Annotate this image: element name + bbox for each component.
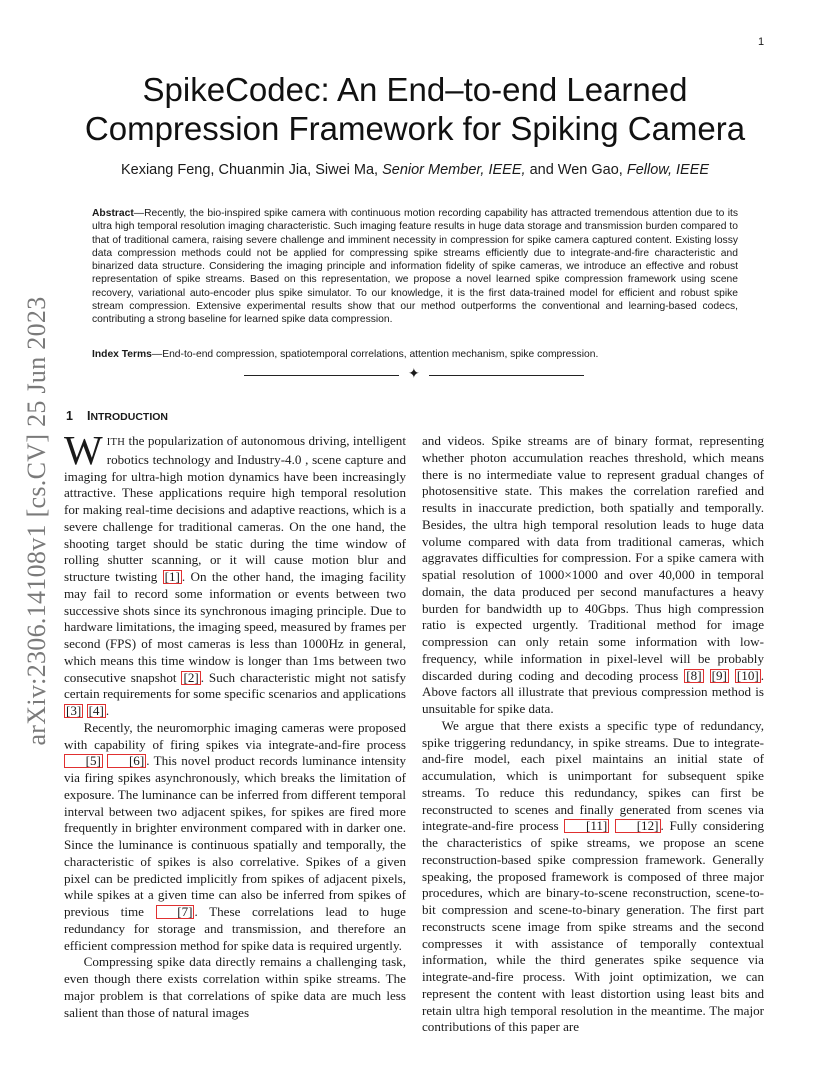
citation-link[interactable]: [5]: [64, 754, 103, 768]
index-terms-label: Index Terms: [92, 349, 152, 360]
index-terms-text: —End-to-end compression, spatiotemporal correlations, attention mechanism, spike compression.: [151, 349, 599, 360]
paragraph-text: . These correlations lead to huge redundancy for storage and transmission, and therefore an efficient compression method for spike data is required urgently.: [64, 904, 406, 953]
paragraph-text: . Above factors all illustrate that previous compression method is unsuitable for spike data.: [422, 667, 765, 716]
citation-link[interactable]: [2]: [183, 669, 199, 685]
paragraph: [64, 720, 406, 955]
divider-line-left: [244, 375, 399, 376]
author-role-1: Senior Member, IEEE,: [382, 162, 526, 178]
page-number: 1: [758, 36, 765, 48]
citation-link[interactable]: [12]: [615, 819, 660, 833]
section-number: 1: [66, 409, 73, 423]
paragraph-text: . This novel product records luminance intensity via firing spikes asynchronously, which breaks the limitation of exposure. The luminance can be inferred from different temporal interval between two adjacent spikes, for spikes are fired more frequently in brighter environment compared with in darker one. Since the luminance is continuous spatially and temporally, the characteristic of spikes is also correlative. Spikes of a given pixel can be predicted implicitly from spikes of adjacent pixels, while spikes at a given time can also be inferred from spikes of previous time: [64, 753, 406, 919]
title-line-2: Compression Framework for Spiking Camera: [84, 110, 746, 147]
left-column: [64, 427, 406, 1021]
citation-link[interactable]: [11]: [564, 819, 609, 833]
section-title-rest: NTRODUCTION: [90, 411, 169, 423]
paragraph-text: and videos. Spike streams are of binary format, representing whether photon accumulation reaches threshold, which means there is no intermediate value to represent gradual changes of photosensitive state. This makes the correlation rarefied and results in inaccurate prediction, both spatially and temporally. Besides, the ultra high temporal resolution leads to huge data volume compared with data from traditional cameras, which aggravates difficulties for compression. For a spike camera with spatial resolution of 1000×1000 and over 40,000 in temporal domain, the data produced per second manufactures a heavy burden for bandwidth up to 40Gbps. Thus high compression ratio is expected urgently. Traditional method for image compression can only retain some information with low-frequency, while information in pixel-level will be probably discarded during coding and decoding process: [422, 433, 764, 683]
abstract: [92, 207, 738, 327]
author-role-2: Fellow, IEEE: [626, 162, 710, 178]
paper-title: [60, 70, 770, 148]
paragraph-text: . On the other hand, the imaging facility may fail to record some information or events between two successive shots since its synchronous imaging principle. Due to hardware limitations, the imaging speed, measured by frames per second (FPS) of most cameras is less than 1000Hz in general, which means this time window is longer than 1ms between two consecutive snapshot: [64, 569, 406, 685]
paragraph-text: the popularization of autonomous driving, intelligent robotics technology and Industry-4.0 , scene capture and imaging for ultra-high motion dynamics have been increasingly attractive. These applications require high temporal resolution for making real-time decisions and adaptive reactions, which is a severe challenge for traditional cameras. On the one hand, the shooting target should be static during the time window of rolling shutter scanning, or it will cause motion blur and structure twisting: [64, 433, 406, 584]
title-line-1: SpikeCodec: An End–to-end Learned: [142, 71, 688, 108]
author-names-2: and Wen Gao,: [525, 162, 627, 178]
citation-link[interactable]: [9]: [711, 667, 727, 683]
paragraph-text: . Such characteristic might not satisfy certain requirements for some specific scenarios and applications: [64, 669, 406, 702]
opening-smallcaps: ITH: [106, 437, 126, 448]
abstract-text: —Recently, the bio-inspired spike camera with continuous motion recording capability has attracted tremendous attention due to its ultra high temporal resolution imaging characteristic. Such imaging feature results in huge data storage and transmission burden compared to that of traditional camera, raising severe challenge and imminent necessity in compression for spike camera captured content. Existing lossy data compression methods could not be applied for compressing spike streams efficiently due to integrate-and-fire characteristic and binarized data structure. Considering the imaging principle and information fidelity of spike cameras, we introduce an effective and robust representation of spike streams. Based on this representation, we propose a novel learned spike compression framework using scene recovery, variational auto-encoder plus spike simulator. To our knowledge, it is the first data-trained model for efficient and robust spike stream compression. Extensive experimental results show that our method outperforms the conventional and learning-based codecs, contributing a strong baseline for learned spike data compression.: [92, 208, 738, 326]
right-column: [422, 433, 764, 1036]
paragraph: [64, 954, 406, 1021]
citation-link[interactable]: [6]: [107, 754, 146, 768]
paragraph-text: . Fully considering the characteristics of spike streams, we propose an scene reconstruction-based spike compression framework. Generally speaking, the proposed framework is composed of three major procedures, which are binary-to-scene reconstruction, scene-to-bit compression and scene-to-binary generation. The first part reconstructs scene image from spike streams and the second compresses it with assistance of temporally contextual information, while the third generates spike sequence via integrate-and-fire process. With joint optimization, we can represent the content with least distortion using least bits and retain ultra high temporal resolution in the meantime. The major contributions of this paper are: [422, 818, 764, 1035]
index-terms: [92, 348, 738, 361]
divider-line-right: [429, 375, 584, 376]
abstract-label: Abstract: [92, 208, 134, 219]
section-title-first-letter: I: [86, 409, 91, 423]
paragraph: [422, 433, 764, 718]
citation-link[interactable]: [7]: [156, 905, 195, 919]
author-names-1: Kexiang Feng, Chuanmin Jia, Siwei Ma,: [120, 162, 383, 178]
divider-star-icon: ✦: [408, 366, 420, 382]
paragraph-text: .: [105, 703, 110, 718]
section-divider: [244, 366, 584, 382]
citation-link[interactable]: [8]: [686, 667, 702, 683]
paragraph: [64, 427, 406, 720]
author-list: [60, 162, 770, 178]
drop-cap: W: [64, 427, 103, 473]
paragraph: [422, 718, 764, 1036]
citation-link[interactable]: [3]: [66, 703, 82, 718]
section-heading-introduction: [66, 409, 168, 423]
citation-link[interactable]: [10]: [736, 667, 759, 683]
citation-link[interactable]: [1]: [164, 569, 180, 584]
paragraph-text: Compressing spike data directly remains a challenging task, even though there exists correlation within spike streams. The major problem is that correlations of spike data are much less salient than those of natural images: [64, 954, 406, 1020]
paragraph-text: Recently, the neuromorphic imaging cameras were proposed with capability of firing spikes via integrate-and-fire process: [64, 719, 406, 752]
citation-link[interactable]: [4]: [88, 703, 104, 718]
arxiv-stamp[interactable]: arXiv:2306.14108v1 [cs.CV] 25 Jun 2023: [22, 296, 51, 746]
paragraph-text: We argue that there exists a specific type of redundancy, spike triggering redundancy, in spike streams. Due to integrate-and-fire model, each pixel maintains an initial state of accumulation, which is unimportant for subsequent spike streams. To reduce this redundancy, spikes can first be reconstructed to scenes and finally generated from scenes via integrate-and-fire process: [422, 717, 764, 834]
